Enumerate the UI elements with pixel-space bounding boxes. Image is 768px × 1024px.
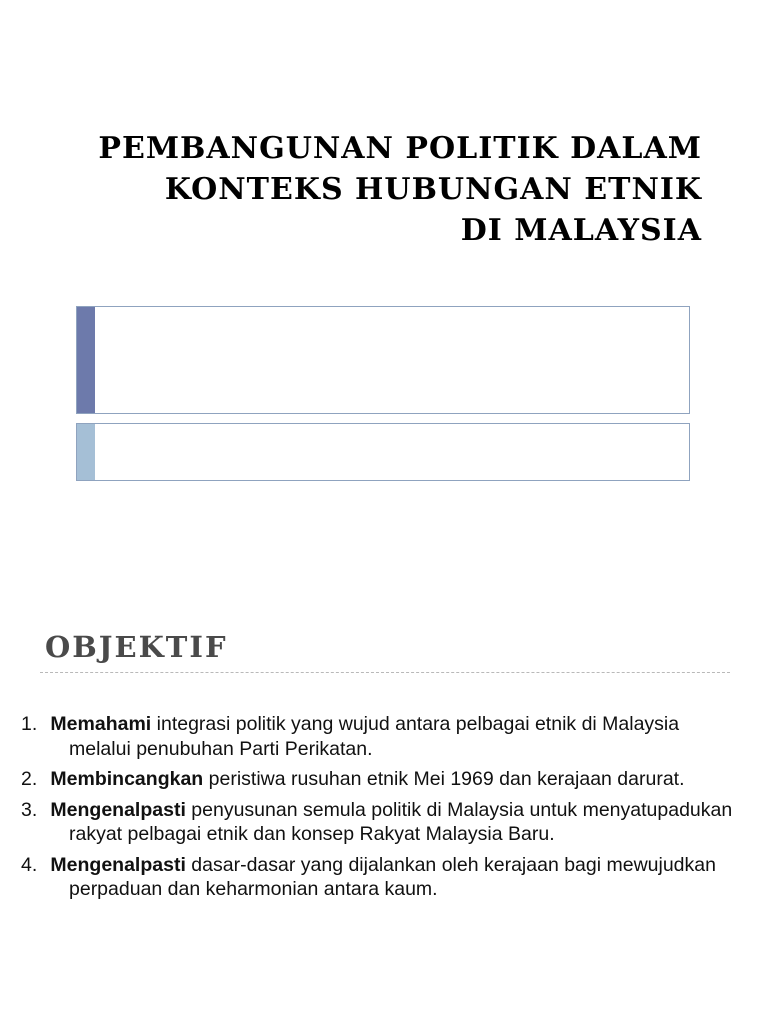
item-keyword: Memahami (50, 713, 152, 735)
item-keyword: Membincangkan (50, 768, 204, 790)
item-keyword: Mengenalpasti (50, 798, 186, 821)
objectives-heading: OBJEKTIF (45, 630, 228, 664)
title-line: KONTEKS HUBUNGAN ETNIK (164, 172, 702, 207)
slide-title (62, 128, 702, 251)
item-text: penyusunan semula politik di Malaysia untuk menyatupadukan rakyat pelbagai etnik dan konsep Rakyat Malaysia Baru. (69, 798, 733, 845)
title-line: PEMBANGUNAN POLITIK DALAM (98, 131, 702, 166)
item-text: dasar-dasar yang dijalankan oleh kerajaan bagi mewujudkan perpaduan dan keharmonian antara kaum. (69, 853, 716, 900)
accent-bar-dark (77, 307, 95, 413)
item-text: peristiwa rusuhan etnik Mei 1969 dan kerajaan darurat. (203, 768, 685, 790)
subtitle-placeholder-box (76, 306, 690, 414)
caption-placeholder-box (76, 423, 690, 481)
item-keyword: Mengenalpasti (50, 853, 186, 876)
title-line: DI MALAYSIA (460, 213, 702, 248)
objective-item: 3. Mengenalpasti penyusunan semula politik di Malaysia untuk menyatupadukan rakyat pelbagai etnik dan konsep Rakyat Malaysia Baru. (21, 798, 733, 845)
objective-item: 2. Membincangkan peristiwa rusuhan etnik Mei 1969 dan kerajaan darurat. (21, 768, 685, 790)
dashed-divider (40, 672, 730, 673)
accent-bar-light (77, 424, 95, 480)
objectives-list (21, 712, 735, 908)
item-text: integrasi politik yang wujud antara pelbagai etnik di Malaysia melalui penubuhan Parti Perikatan. (69, 713, 680, 760)
objective-item: 4. Mengenalpasti dasar-dasar yang dijalankan oleh kerajaan bagi mewujudkan perpaduan dan keharmonian antara kaum. (21, 853, 716, 900)
objective-item: 1. Memahami integrasi politik yang wujud antara pelbagai etnik di Malaysia melalui penubuhan Parti Perikatan. (21, 713, 680, 760)
